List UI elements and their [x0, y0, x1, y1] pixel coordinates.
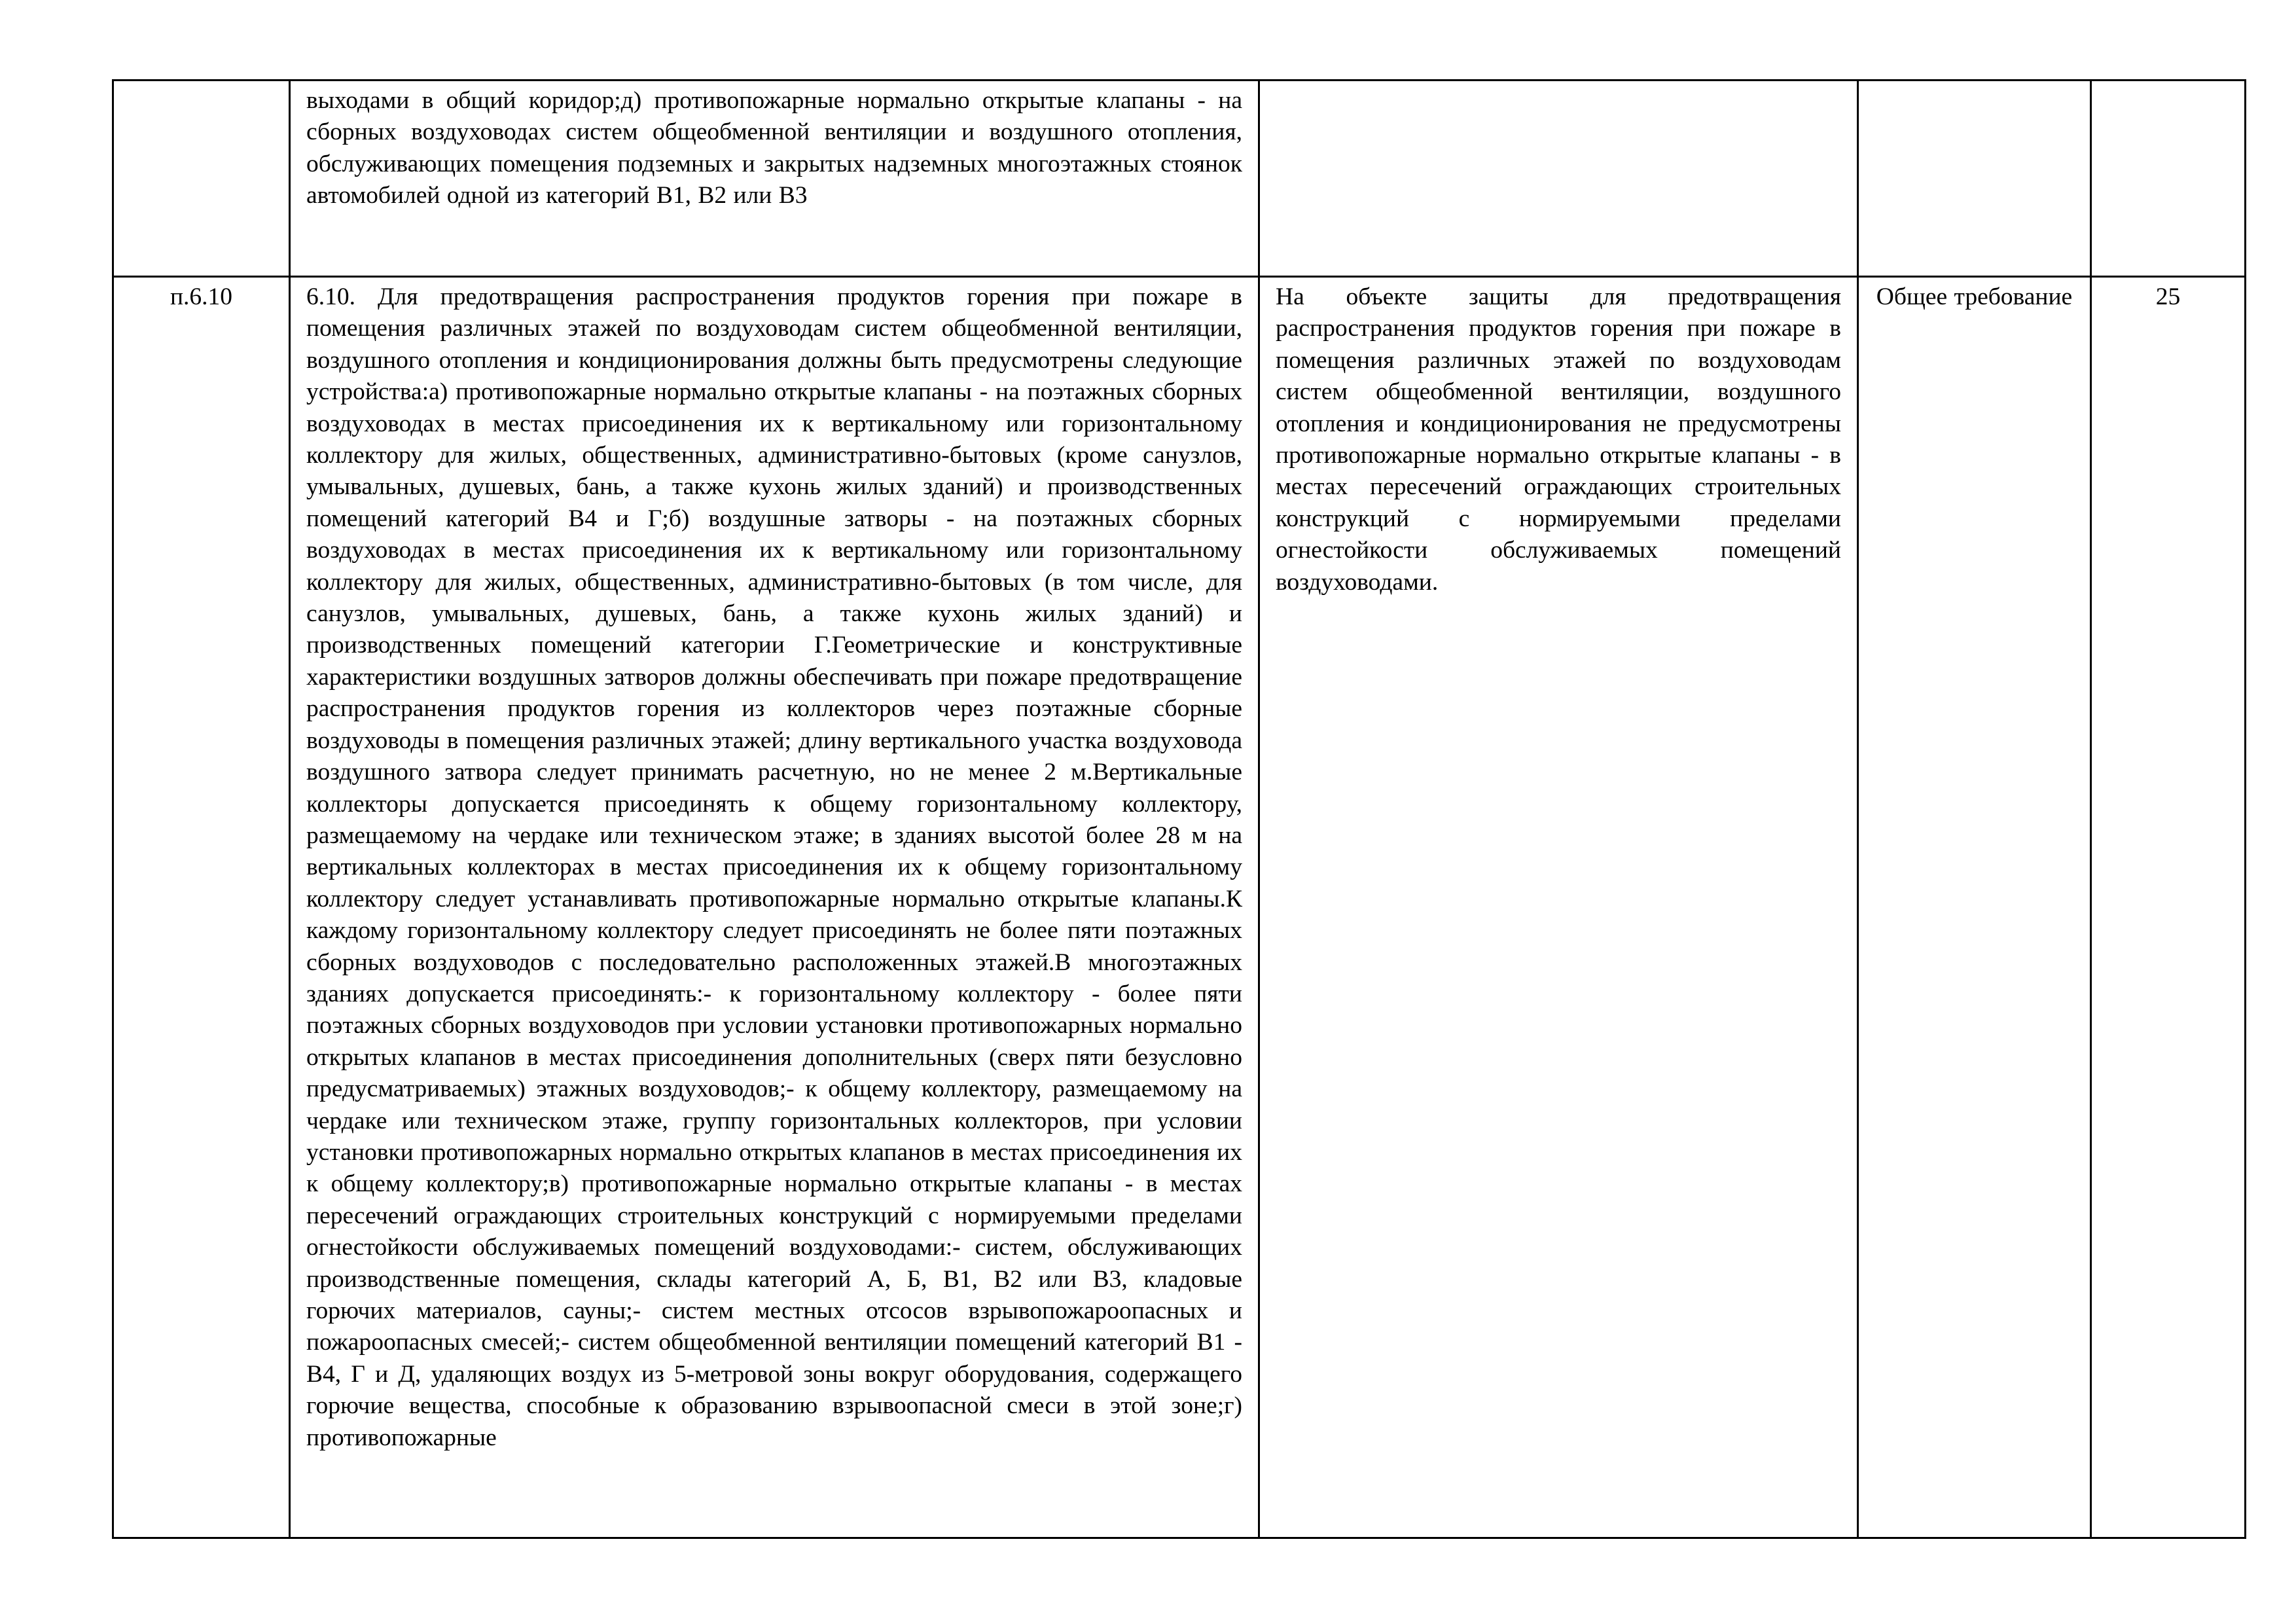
requirement-cell: [290, 81, 1259, 277]
requirement-cell: [290, 277, 1259, 1538]
reference-cell: [113, 81, 290, 277]
requirement-text: выходами в общий коридор;д) противопожарные нормально открытые клапаны - на сборных воздуховодах систем общеобменной вентиляции и воздушного отопления, обслуживающих помещения подземных и закрытых надземных многоэтажных стоянок автомобилей одной из категорий В1, В2 или В3: [306, 87, 1242, 209]
category-cell: [1858, 277, 2091, 1538]
number-cell: [2091, 277, 2246, 1538]
number-cell: [2091, 81, 2246, 277]
reference-text: п.6.10: [170, 283, 233, 310]
requirement-text: 6.10. Для предотвращения распространения продуктов горения при пожаре в помещения различных этажей по воздуховодам систем общеобменной вентиляции, воздушного отопления и кондиционирования должны быть предусмотрены следующие устройства:а) противопожарные нормально открытые клапаны - на поэтажных сборных воздуховодах в местах присоединения их к вертикальному или горизонтальному коллектору для жилых, общественных, административно-бытовых (кроме санузлов, умывальных, душевых, бань, а также кухонь жилых зданий) и производственных помещений категорий В4 и Г;б) воздушные затворы - на поэтажных сборных воздуховодах в местах присоединения их к вертикальному или горизонтальному коллектору для жилых, общественных, административно-бытовых (в том числе, для санузлов, умывальных, душевых, бань, а также кухонь жилых зданий) и производственных помещений категории Г.Геометрические и конструктивные характеристики воздушных затворов должны обеспечивать при пожаре предотвращение распространения продуктов горения из коллекторов через поэтажные сборные воздуховоды в помещения различных этажей; длину вертикального участка воздуховода воздушного затвора следует принимать расчетную, но не менее 2 м.Вертикальные коллекторы допускается присоединять к общему горизонтальному коллектору, размещаемому на чердаке или техническом этаже; в зданиях высотой более 28 м на вертикальных коллекторах в местах присоединения их к общему горизонтальному коллектору следует устанавливать противопожарные нормально открытые клапаны.К каждому горизонтальному коллектору следует присоединять не более пяти поэтажных сборных воздуховодов с последовательно расположенных этажей.В многоэтажных зданиях допускается присоединять:- к горизонтальному коллектору - более пяти поэтажных сборных воздуховодов при условии установки противопожарных нормально открытых клапанов в местах присоединения дополнительных (сверх пяти безусловно предусматриваемых) этажных воздуховодов;- к общему коллектору, размещаемому на чердаке или техническом этаже, группу горизонтальных коллекторов, при условии установки противопожарных нормально открытых клапанов в местах присоединения их к общему коллектору;в) противопожарные нормально открытые клапаны - в местах пересечений ограждающих строительных конструкций с нормируемыми пределами огнестойкости обслуживаемых помещений воздуховодами:- систем, обслуживающих производственные помещения, склады категорий А, Б, В1, В2 или В3, кладовые горючих материалов, сауны;- систем местных отсосов взрывопожароопасных и пожароопасных смесей;- систем общеобменной вентиляции помещений категорий В1 - В4, Г и Д, удаляющих воздух из 5-метровой зоны вокруг оборудования, содержащего горючие вещества, способные к образованию взрывоопасной смеси в этой зоне;г) противопожарные: [306, 283, 1242, 1451]
requirements-table: [112, 79, 2246, 1539]
number-text: 25: [2155, 283, 2181, 310]
violation-cell: [1259, 81, 1858, 277]
table-row: [113, 81, 2246, 277]
table-row: [113, 277, 2246, 1538]
category-text: Общее требование: [1876, 283, 2073, 310]
reference-cell: [113, 277, 290, 1538]
category-cell: [1858, 81, 2091, 277]
violation-text: На объекте защиты для предотвращения распространения продуктов горения при пожаре в помещения различных этажей по воздуховодам систем общеобменной вентиляции, воздушного отопления и кондиционирования не предусмотрены противопожарные нормально открытые клапаны - в местах пересечений ограждающих строительных конструкций с нормируемыми пределами огнестойкости обслуживаемых помещений воздуховодами.: [1276, 283, 1841, 596]
violation-cell: [1259, 277, 1858, 1538]
